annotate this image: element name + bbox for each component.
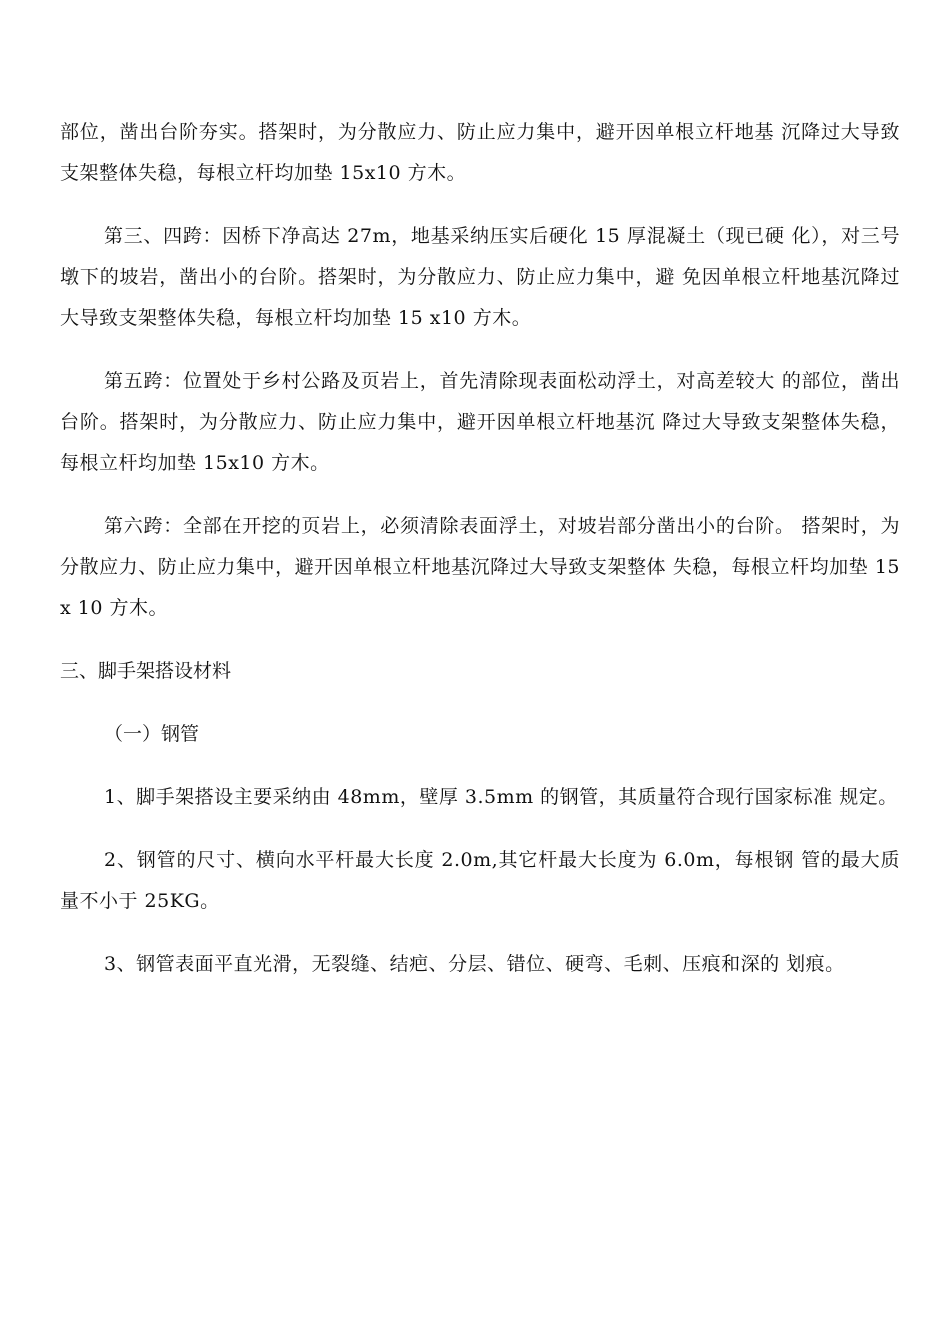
section-heading: 三、脚手架搭设材料 — [60, 660, 232, 682]
paragraph-continued: 部位，凿出台阶夯实。搭架时，为分散应力、防止应力集中，避开因单根立杆地基 沉降过大导致支架整体失稳，每根立杆均加垫 15x10 方木。 — [60, 121, 900, 184]
subsection-heading: （一）钢管 — [104, 723, 200, 745]
list-item-3: 3、钢管表面平直光滑，无裂缝、结疤、分层、错位、硬弯、毛刺、压痕和深的 划痕。 — [104, 953, 845, 975]
paragraph-span-6: 第六跨：全部在开挖的页岩上，必须清除表面浮土，对坡岩部分凿出小的台阶。 搭架时，为分散应力、防止应力集中，避开因单根立杆地基沉降过大导致支架整体 失稳，每根立杆均加垫 15 x 10 方木。 — [60, 515, 900, 619]
paragraph-span-3-4: 第三、四跨：因桥下净高达 27m，地基采纳压实后硬化 15 厚混凝土（现已硬 化），对三号墩下的坡岩，凿出小的台阶。搭架时，为分散应力、防止应力集中，避 免因单根立杆地基沉降过大导致支架整体失稳，每根立杆均加垫 15 x10 方木。 — [60, 225, 900, 329]
list-item-2: 2、钢管的尺寸、横向水平杆最大长度 2.0m,其它杆最大长度为 6.0m，每根钢 管的最大质量不小于 25KG。 — [60, 849, 900, 912]
document-page — [60, 112, 900, 985]
list-item-1: 1、脚手架搭设主要采纳由 48mm，壁厚 3.5mm 的钢管，其质量符合现行国家标准 规定。 — [104, 786, 898, 808]
paragraph-span-5: 第五跨：位置处于乡村公路及页岩上，首先清除现表面松动浮土，对高差较大 的部位，凿出台阶。搭架时，为分散应力、防止应力集中，避开因单根立杆地基沉 降过大导致支架整体失稳，每根立杆均加垫 15x10 方木。 — [60, 370, 900, 474]
